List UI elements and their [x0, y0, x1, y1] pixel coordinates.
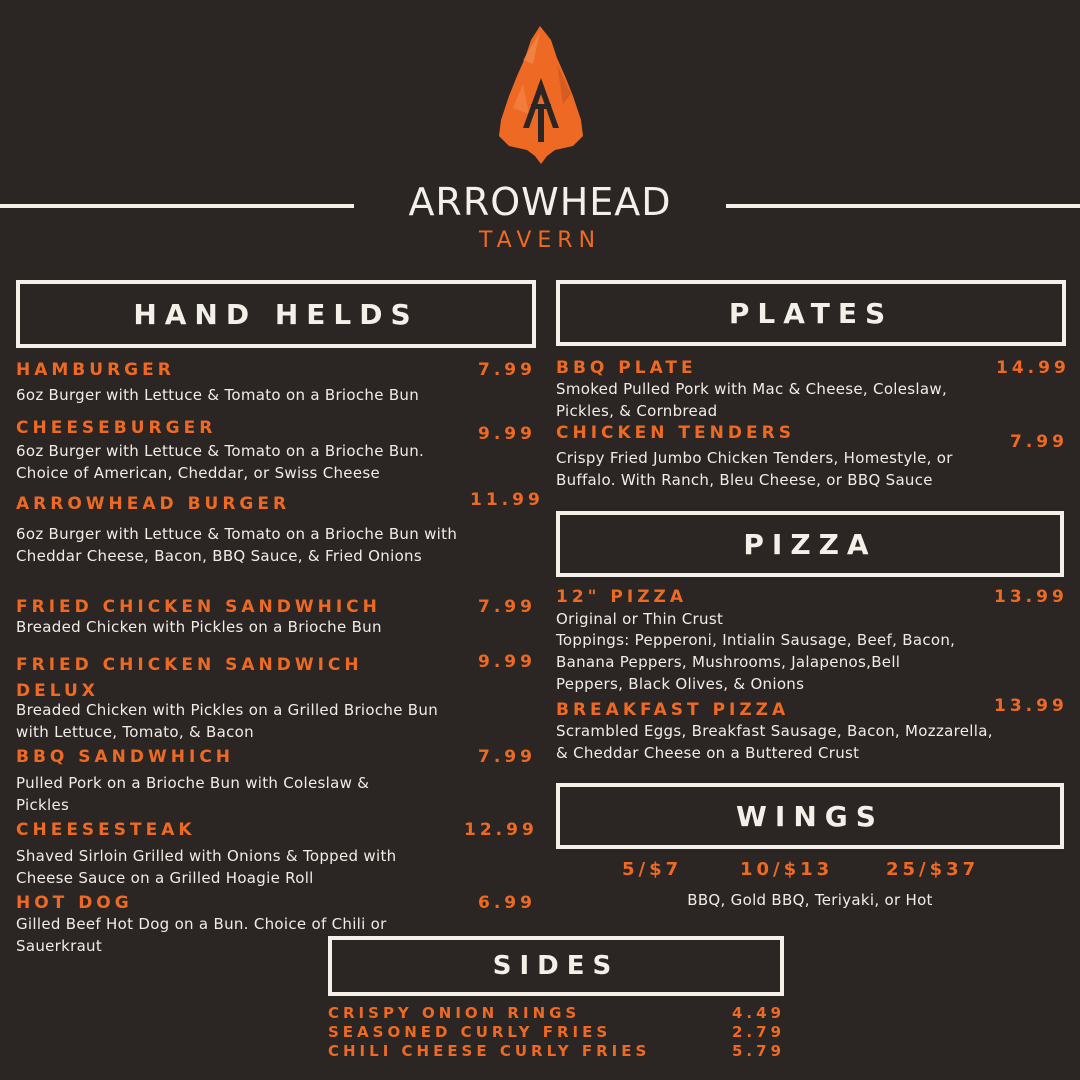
item-name: HOT DOG	[16, 893, 133, 913]
side-price: 4.49	[732, 1004, 786, 1022]
side-name: SEASONED CURLY FRIES	[328, 1023, 612, 1041]
item-name: CHICKEN TENDERS	[556, 423, 795, 443]
section-title: WINGS	[736, 799, 884, 833]
wing-price-10: 10/$13	[740, 859, 834, 880]
item-description: Shaved Sirloin Grilled with Onions & Topped with Cheese Sauce on a Grilled Hoagie Roll	[16, 847, 397, 887]
item-name: FRIED CHICKEN SANDWHICH	[16, 597, 381, 617]
item-description: Toppings: Pepperoni, Intialin Sausage, Beef, Bacon, Banana Peppers, Mushrooms, Jalapenos,Bell Peppers, Black Olives, & Onions	[556, 631, 956, 693]
item-description: 6oz Burger with Lettuce & Tomato on a Brioche Bun with Cheddar Cheese, Bacon, BBQ Sauce, & Fried Onions	[16, 525, 458, 565]
logo	[493, 24, 589, 166]
item-name: ARROWHEAD BURGER	[16, 494, 291, 514]
item-price: 13.99	[994, 696, 1068, 716]
item-name: CHEESEBURGER	[16, 418, 217, 438]
section-title: PLATES	[728, 296, 894, 330]
brand-subtitle: TAVERN	[478, 228, 602, 253]
item-description: Pulled Pork on a Brioche Bun with Coleslaw & Pickles	[16, 774, 370, 814]
item-price: 13.99	[994, 587, 1068, 607]
item-price: 7.99	[478, 747, 536, 767]
item-description: Breaded Chicken with Pickles on a Brioche Bun	[16, 618, 382, 636]
section-header-plates	[556, 280, 1066, 346]
item-name: BBQ SANDWHICH	[16, 747, 235, 767]
section-title: SIDES	[492, 951, 620, 981]
arrowhead-icon	[493, 24, 589, 166]
item-name: BBQ PLATE	[556, 358, 697, 378]
item-name: HAMBURGER	[16, 360, 175, 380]
item-price: 7.99	[478, 360, 536, 380]
item-price: 6.99	[478, 893, 536, 913]
item-name: BREAKFAST PIZZA	[556, 700, 790, 720]
item-price: 9.99	[478, 652, 536, 672]
section-title: HAND HELDS	[133, 297, 419, 331]
brand-name: ARROWHEAD	[408, 180, 672, 224]
side-price: 2.79	[732, 1023, 786, 1041]
wing-flavors: BBQ, Gold BBQ, Teriyaki, or Hot	[687, 891, 933, 909]
item-description: Gilled Beef Hot Dog on a Bun. Choice of Chili or Sauerkraut	[16, 915, 387, 955]
item-description: Breaded Chicken with Pickles on a Grilled Brioche Bun with Lettuce, Tomato, & Bacon	[16, 701, 439, 741]
wing-price-5: 5/$7	[622, 859, 683, 880]
item-price: 7.99	[478, 597, 536, 617]
item-price: 9.99	[478, 424, 536, 444]
item-description: 6oz Burger with Lettuce & Tomato on a Brioche Bun	[16, 386, 420, 404]
section-title: PIZZA	[743, 527, 877, 561]
section-header-sides	[328, 936, 784, 996]
item-description: Smoked Pulled Pork with Mac & Cheese, Coleslaw, Pickles, & Cornbread	[556, 380, 948, 420]
side-name: CRISPY ONION RINGS	[328, 1004, 581, 1022]
item-description: Crispy Fried Jumbo Chicken Tenders, Homestyle, or Buffalo. With Ranch, Bleu Cheese, or BBQ Sauce	[556, 449, 953, 489]
side-name: CHILI CHEESE CURLY FRIES	[328, 1042, 651, 1060]
item-price: 12.99	[464, 820, 538, 840]
header-rule-left	[0, 204, 354, 208]
item-description: Original or Thin Crust	[556, 610, 724, 628]
item-price: 11.99	[470, 490, 544, 510]
item-description: Scrambled Eggs, Breakfast Sausage, Bacon, Mozzarella, & Cheddar Cheese on a Buttered Crust	[556, 722, 993, 762]
item-price: 7.99	[1010, 432, 1068, 452]
header-rule-right	[726, 204, 1080, 208]
section-header-wings	[556, 783, 1064, 849]
item-name: 12" PIZZA	[556, 587, 688, 607]
side-price: 5.79	[732, 1042, 786, 1060]
item-description: 6oz Burger with Lettuce & Tomato on a Brioche Bun. Choice of American, Cheddar, or Swiss Cheese	[16, 442, 425, 482]
item-name: FRIED CHICKEN SANDWICH DELUX	[16, 655, 363, 701]
section-header-handhelds	[16, 280, 536, 348]
item-price: 14.99	[996, 358, 1070, 378]
section-header-pizza	[556, 511, 1064, 577]
item-name: CHEESESTEAK	[16, 820, 196, 840]
wing-price-25: 25/$37	[886, 859, 980, 880]
